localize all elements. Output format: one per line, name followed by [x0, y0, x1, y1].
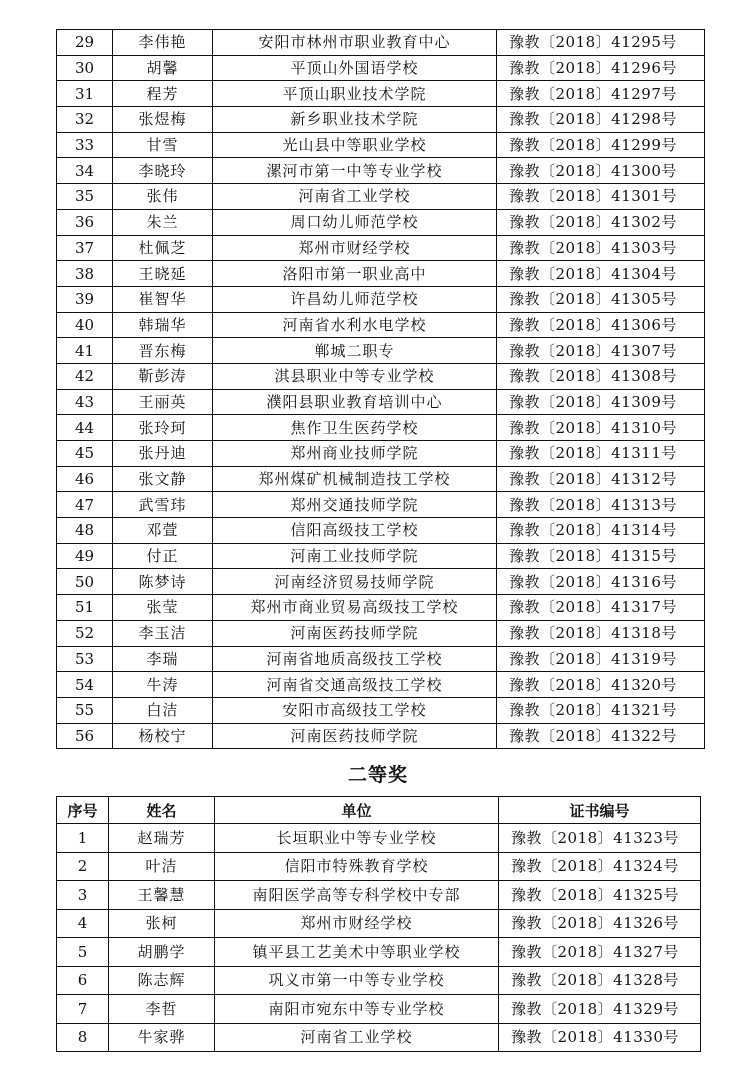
person-name: 陈志辉 [109, 966, 215, 995]
certificate-number: 豫教〔2018〕41308号 [497, 363, 705, 389]
unit-name: 淇县职业中等专业学校 [213, 363, 497, 389]
certificate-number: 豫教〔2018〕41320号 [497, 672, 705, 698]
table-row [57, 209, 705, 235]
row-number: 37 [57, 235, 113, 261]
certificate-number: 豫教〔2018〕41330号 [499, 1023, 701, 1052]
certificate-number: 豫教〔2018〕41314号 [497, 518, 705, 544]
person-name: 叶洁 [109, 852, 215, 881]
certificate-number: 豫教〔2018〕41319号 [497, 646, 705, 672]
person-name: 韩瑞华 [113, 312, 213, 338]
unit-name: 洛阳市第一职业高中 [213, 261, 497, 287]
certificate-number: 豫教〔2018〕41324号 [499, 852, 701, 881]
certificate-number: 豫教〔2018〕41304号 [497, 261, 705, 287]
row-number: 36 [57, 209, 113, 235]
person-name: 晋东梅 [113, 338, 213, 364]
certificate-number: 豫教〔2018〕41305号 [497, 286, 705, 312]
table-row [57, 389, 705, 415]
row-number: 3 [57, 881, 109, 910]
row-number: 44 [57, 415, 113, 441]
table-row [57, 261, 705, 287]
unit-name: 焦作卫生医药学校 [213, 415, 497, 441]
table-row [57, 881, 701, 910]
table-row [57, 132, 705, 158]
person-name: 付正 [113, 543, 213, 569]
person-name: 张煜梅 [113, 107, 213, 133]
table-row [57, 595, 705, 621]
person-name: 甘雪 [113, 132, 213, 158]
certificate-number: 豫教〔2018〕41306号 [497, 312, 705, 338]
table-row [57, 30, 705, 56]
person-name: 张文静 [113, 466, 213, 492]
table-row [57, 107, 705, 133]
certificate-number: 豫教〔2018〕41303号 [497, 235, 705, 261]
certificate-number: 豫教〔2018〕41328号 [499, 966, 701, 995]
certificate-number: 豫教〔2018〕41316号 [497, 569, 705, 595]
certificate-number: 豫教〔2018〕41311号 [497, 441, 705, 467]
unit-name: 安阳市林州市职业教育中心 [213, 30, 497, 56]
unit-name: 郑州商业技师学院 [213, 441, 497, 467]
unit-name: 河南医药技师学院 [213, 723, 497, 749]
row-number: 33 [57, 132, 113, 158]
unit-name: 郸城二职专 [213, 338, 497, 364]
table-row [57, 569, 705, 595]
table-row [57, 441, 705, 467]
table-row [57, 966, 701, 995]
unit-name: 郑州市财经学校 [215, 909, 499, 938]
person-name: 崔智华 [113, 286, 213, 312]
table-row [57, 312, 705, 338]
row-number: 50 [57, 569, 113, 595]
row-number: 2 [57, 852, 109, 881]
unit-name: 长垣职业中等专业学校 [215, 824, 499, 853]
certificate-number: 豫教〔2018〕41312号 [497, 466, 705, 492]
person-name: 邓萱 [113, 518, 213, 544]
second-prize-table-body [57, 824, 701, 1052]
person-name: 武雪玮 [113, 492, 213, 518]
certificate-number: 豫教〔2018〕41322号 [497, 723, 705, 749]
table-row [57, 286, 705, 312]
unit-name: 平顶山外国语学校 [213, 55, 497, 81]
unit-name: 河南省工业学校 [213, 184, 497, 210]
row-number: 43 [57, 389, 113, 415]
table-row [57, 158, 705, 184]
row-number: 40 [57, 312, 113, 338]
row-number: 34 [57, 158, 113, 184]
unit-name: 安阳市高级技工学校 [213, 697, 497, 723]
unit-name: 周口幼儿师范学校 [213, 209, 497, 235]
section-title-second-prize: 二等奖 [347, 764, 408, 786]
person-name: 陈梦诗 [113, 569, 213, 595]
person-name: 白洁 [113, 697, 213, 723]
table-row [57, 492, 705, 518]
row-number: 8 [57, 1023, 109, 1052]
person-name: 杨校宁 [113, 723, 213, 749]
certificate-number: 豫教〔2018〕41329号 [499, 995, 701, 1024]
unit-name: 南阳市宛东中等专业学校 [215, 995, 499, 1024]
person-name: 张柯 [109, 909, 215, 938]
table-header-row [57, 797, 701, 824]
certificate-number: 豫教〔2018〕41326号 [499, 909, 701, 938]
certificate-number: 豫教〔2018〕41313号 [497, 492, 705, 518]
person-name: 李哲 [109, 995, 215, 1024]
row-number: 54 [57, 672, 113, 698]
award-table-body [57, 30, 705, 749]
certificate-number: 豫教〔2018〕41307号 [497, 338, 705, 364]
header-name: 姓名 [109, 797, 215, 824]
header-cert: 证书编号 [499, 797, 701, 824]
person-name: 王晓延 [113, 261, 213, 287]
table-row [57, 995, 701, 1024]
person-name: 王丽英 [113, 389, 213, 415]
person-name: 王馨慧 [109, 881, 215, 910]
certificate-number: 豫教〔2018〕41327号 [499, 938, 701, 967]
certificate-number: 豫教〔2018〕41315号 [497, 543, 705, 569]
person-name: 牛家骅 [109, 1023, 215, 1052]
person-name: 李玉洁 [113, 620, 213, 646]
header-no: 序号 [57, 797, 109, 824]
person-name: 张丹迪 [113, 441, 213, 467]
row-number: 49 [57, 543, 113, 569]
certificate-number: 豫教〔2018〕41321号 [497, 697, 705, 723]
unit-name: 郑州市商业贸易高级技工学校 [213, 595, 497, 621]
person-name: 李晓玲 [113, 158, 213, 184]
certificate-number: 豫教〔2018〕41318号 [497, 620, 705, 646]
certificate-number: 豫教〔2018〕41295号 [497, 30, 705, 56]
unit-name: 许昌幼儿师范学校 [213, 286, 497, 312]
unit-name: 新乡职业技术学院 [213, 107, 497, 133]
unit-name: 信阳高级技工学校 [213, 518, 497, 544]
person-name: 杜佩芝 [113, 235, 213, 261]
unit-name: 光山县中等职业学校 [213, 132, 497, 158]
row-number: 48 [57, 518, 113, 544]
unit-name: 河南省地质高级技工学校 [213, 646, 497, 672]
certificate-number: 豫教〔2018〕41297号 [497, 81, 705, 107]
certificate-number: 豫教〔2018〕41298号 [497, 107, 705, 133]
table-row [57, 723, 705, 749]
table-row [57, 518, 705, 544]
table-row [57, 235, 705, 261]
table-row [57, 824, 701, 853]
unit-name: 平顶山职业技术学院 [213, 81, 497, 107]
table-row [57, 543, 705, 569]
unit-name: 信阳市特殊教育学校 [215, 852, 499, 881]
certificate-number: 豫教〔2018〕41302号 [497, 209, 705, 235]
table-row [57, 1023, 701, 1052]
person-name: 张玲珂 [113, 415, 213, 441]
unit-name: 郑州市财经学校 [213, 235, 497, 261]
unit-name: 镇平县工艺美术中等职业学校 [215, 938, 499, 967]
person-name: 张莹 [113, 595, 213, 621]
certificate-number: 豫教〔2018〕41299号 [497, 132, 705, 158]
certificate-number: 豫教〔2018〕41323号 [499, 824, 701, 853]
unit-name: 郑州煤矿机械制造技工学校 [213, 466, 497, 492]
unit-name: 河南工业技师学院 [213, 543, 497, 569]
table-row [57, 697, 705, 723]
row-number: 38 [57, 261, 113, 287]
unit-name: 巩义市第一中等专业学校 [215, 966, 499, 995]
person-name: 胡馨 [113, 55, 213, 81]
table-row [57, 363, 705, 389]
table-row [57, 338, 705, 364]
unit-name: 河南经济贸易技师学院 [213, 569, 497, 595]
table-row [57, 415, 705, 441]
certificate-number: 豫教〔2018〕41317号 [497, 595, 705, 621]
row-number: 35 [57, 184, 113, 210]
row-number: 32 [57, 107, 113, 133]
person-name: 朱兰 [113, 209, 213, 235]
unit-name: 河南省工业学校 [215, 1023, 499, 1052]
certificate-number: 豫教〔2018〕41301号 [497, 184, 705, 210]
second-prize-table [56, 796, 701, 1052]
certificate-number: 豫教〔2018〕41300号 [497, 158, 705, 184]
row-number: 41 [57, 338, 113, 364]
unit-name: 郑州交通技师学院 [213, 492, 497, 518]
unit-name: 南阳医学高等专科学校中专部 [215, 881, 499, 910]
row-number: 42 [57, 363, 113, 389]
person-name: 赵瑞芳 [109, 824, 215, 853]
table-row [57, 81, 705, 107]
table-row [57, 620, 705, 646]
row-number: 7 [57, 995, 109, 1024]
row-number: 53 [57, 646, 113, 672]
table-row [57, 646, 705, 672]
person-name: 程芳 [113, 81, 213, 107]
unit-name: 濮阳县职业教育培训中心 [213, 389, 497, 415]
certificate-number: 豫教〔2018〕41325号 [499, 881, 701, 910]
row-number: 31 [57, 81, 113, 107]
row-number: 56 [57, 723, 113, 749]
certificate-number: 豫教〔2018〕41296号 [497, 55, 705, 81]
person-name: 靳彭涛 [113, 363, 213, 389]
unit-name: 漯河市第一中等专业学校 [213, 158, 497, 184]
unit-name: 河南省水利水电学校 [213, 312, 497, 338]
table-row [57, 466, 705, 492]
table-row [57, 909, 701, 938]
row-number: 30 [57, 55, 113, 81]
unit-name: 河南省交通高级技工学校 [213, 672, 497, 698]
person-name: 李瑞 [113, 646, 213, 672]
table-row [57, 672, 705, 698]
row-number: 46 [57, 466, 113, 492]
row-number: 51 [57, 595, 113, 621]
certificate-number: 豫教〔2018〕41309号 [497, 389, 705, 415]
person-name: 李伟艳 [113, 30, 213, 56]
unit-name: 河南医药技师学院 [213, 620, 497, 646]
row-number: 45 [57, 441, 113, 467]
row-number: 55 [57, 697, 113, 723]
certificate-number: 豫教〔2018〕41310号 [497, 415, 705, 441]
row-number: 39 [57, 286, 113, 312]
row-number: 52 [57, 620, 113, 646]
table-row [57, 184, 705, 210]
header-unit: 单位 [215, 797, 499, 824]
row-number: 29 [57, 30, 113, 56]
table-row [57, 55, 705, 81]
award-table-continued [56, 29, 705, 749]
row-number: 5 [57, 938, 109, 967]
row-number: 6 [57, 966, 109, 995]
table-row [57, 938, 701, 967]
table-row [57, 852, 701, 881]
row-number: 4 [57, 909, 109, 938]
person-name: 胡鹏学 [109, 938, 215, 967]
person-name: 牛涛 [113, 672, 213, 698]
row-number: 1 [57, 824, 109, 853]
row-number: 47 [57, 492, 113, 518]
person-name: 张伟 [113, 184, 213, 210]
